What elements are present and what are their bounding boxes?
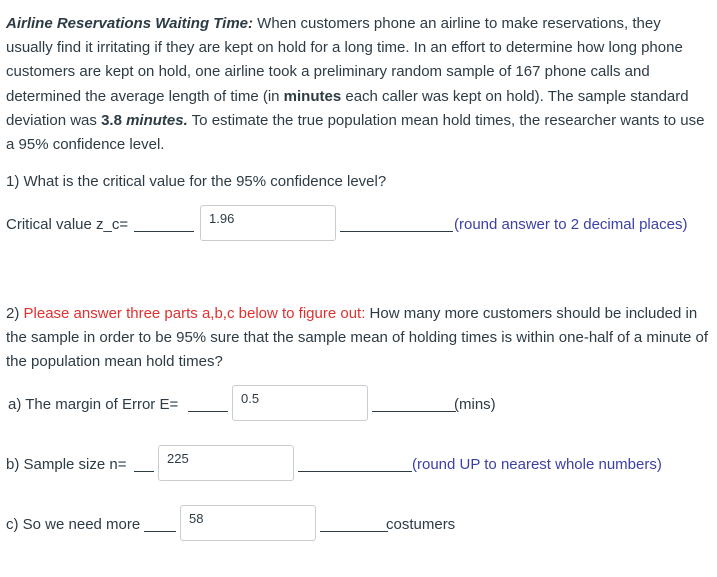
problem-title: Airline Reservations Waiting Time <box>6 15 249 32</box>
critical-value-label: Critical value z_c= <box>6 216 129 233</box>
blank-line <box>372 411 456 412</box>
round-up-note: (round UP to nearest whole numbers) <box>412 456 662 473</box>
intro-text-1: When customers phone an airline to make reservations, they usually find it irritating if they are kept on hold for a long time. In an effort to determine how long phone customers are kept on hold, one airline took a preliminary random sample of 167 phone calls and determined the average length of time (in <box>6 15 683 105</box>
more-customers-input[interactable] <box>180 505 316 541</box>
units-note: (mins) <box>454 396 496 413</box>
more-customers-row <box>6 505 711 543</box>
minutes-emphasis-2: minutes. <box>126 111 188 129</box>
sample-size-label: b) Sample size n= <box>6 456 127 473</box>
more-customers-label: c) So we need more <box>6 516 141 533</box>
blank-line <box>320 531 388 532</box>
rounding-note: (round answer to 2 decimal places) <box>454 216 688 233</box>
sample-size-input[interactable] <box>158 445 294 481</box>
q2-instruction: Please answer three parts a,b,c below to figure out: <box>23 305 366 322</box>
question-1: 1) What is the critical value for the 95% confidence level? <box>6 173 387 190</box>
intro-text-2: each caller was kept on hold). The sample standard deviation was <box>6 87 689 129</box>
critical-value-input[interactable] <box>200 205 336 241</box>
q2-text: How many more customers should be included in the sample in order to be 95% sure that the sample mean of holding times is within one-half of a minute of the population mean hold times? <box>6 305 709 370</box>
blank-line <box>188 411 228 412</box>
blank-line <box>134 231 194 232</box>
customers-note: costumers <box>386 516 456 533</box>
blank-line <box>340 231 453 232</box>
margin-of-error-row <box>6 385 711 423</box>
margin-of-error-label: a) The margin of Error E= <box>8 396 179 413</box>
minutes-emphasis: minutes <box>283 87 342 105</box>
intro-text-3: To estimate the true population mean hold times, the researcher wants to use a 95% confidence level. <box>6 111 705 154</box>
problem-statement <box>6 12 711 157</box>
q2-prefix: 2) <box>6 305 24 322</box>
question-2 <box>6 302 711 374</box>
blank-line <box>298 471 412 472</box>
sample-size-row <box>6 445 711 483</box>
margin-of-error-input[interactable] <box>232 385 368 421</box>
blank-line <box>144 531 176 532</box>
title-colon: : <box>248 15 254 32</box>
critical-value-row <box>6 205 711 243</box>
sd-value: 3.8 <box>101 111 127 129</box>
blank-line <box>134 471 154 472</box>
